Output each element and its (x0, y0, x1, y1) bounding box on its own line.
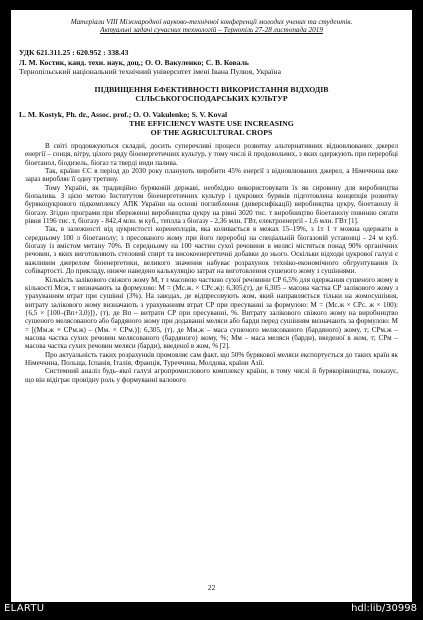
affiliation: Тернопільський національний технічний університет імені Івана Пулюя, Україна (19, 67, 281, 77)
handle-label: hdl:lib/30998 (351, 603, 417, 614)
page-number: 22 (207, 583, 216, 592)
article-body (25, 142, 398, 384)
title-en (19, 119, 404, 137)
udc-code: УДК 621.311.25 : 620.952 : 338.43 (19, 48, 129, 57)
paragraph: Про актуальність таких розрахунків промовляє сам факт, що 50% бурякової меляси експортується до таких країн як Німеччина, Польща, Іспанія, Італія, Франція, Туреччина, Молдова, країни Азії. (25, 350, 398, 367)
paragraph: В світі продовжуються складні, досить суперечливі процеси розвитку альтернативних відновлюваних джерел енергії – сонця, вітру, цілого ряду біоенергетичних культур, у тому числі й продовольчих, з яких одержують при переробці біоетанол, біодизель, біогаз та тверді види палива. (25, 142, 398, 167)
authors-ua: Л. М. Костик, канд. техн. наук, доц.; О. О. Вакуленко; С. В. Коваль (19, 57, 249, 67)
title-ua (19, 85, 404, 103)
header-line-1: Матеріали VIII Міжнародної науково-технічної конференції молодих учених та студентів. (70, 18, 353, 26)
document-page (11, 10, 412, 602)
title-en-line-1: THE EFFICIENCY WASTE USE INCREASING (129, 119, 294, 128)
title-ua-line-2: СІЛЬСЬКОГОСПОДАРСЬКИХ КУЛЬТУР (135, 94, 288, 104)
header-line-2: Актуальні задачі сучасних технологій – Тернопіль 27-28 листопада 2019 (100, 26, 323, 35)
article-meta (19, 48, 404, 77)
paragraph: Так, країни ЄС в період до 2030 року планують виробити 45% енергії з відновлюваних джерел, а Німеччина вже зараз виробляє її одну третину. (25, 167, 398, 184)
paragraph: Кількість залікового свіжого жому М, т з масовою часткою сухої речовини СР 6,5% для одержання сушеного жому в кількості Мсж, т визначають за формулою: М = (Мс.ж. × СРс.ж): 6,305,(т), де 6,305 – масова частка СР залікового жому з урахуванням втрат при сушінні (3%). На заводах, де відпресовують жом, який направляється тільки на жомосушіння, витрату залікового жому визначають з урахуванням втрат СР при пресуванні за формулою: М = (Мс.ж × СРс. ж × 100): {6,5 × [100–(Вп+3,0)]}, (т), де Вп – витрати СР при пресуванні, %. Витрату залікового свіжого жому на виробництво сушеного мелясованого або бардяного жому при додаванні меляси або барди перед сушінням визначають за формулою: М = [(Мм.ж × СРм.ж) – (Мм. × СРм.)]: 6,305, (т), де Мм.ж – маса сушеного мелясованого (бардяного) жому, т; СРм.ж – масова частка сухих речовин мелясованого (бардяного) жому, %; Мм – маса меляси (барди), введеної в жом, т; СРм – масова частка сухих речовин меляси (барди), введеної в жом, % [2]. (25, 275, 398, 351)
repository-label: ELARTU (4, 603, 45, 614)
paragraph: Так, в залежності від цукристості коренеплодів, яка коливається в межах 15–19%, з 1т 1 т можна одержати в середньому 100 л біоетанолу; з пресованого жому при його переробці на спеціальній біогазовій установці - 24 м куб. біогазу із вмістом метану 70%. В середньому на 100 частин сухої речовини в мелясі містяться понад 90% органічних речовин, з яких виготовляють стеловий спирт та високоенергетичні добавки до нього. Оскільки відходи цукрової галузі є важливим джерелом біоенергетики, великого значення набуває розрахунок техніко-економічного обгрунтування їх собівартості. До прикладу, нижче наведено калькуляцію затрат на виготовлення сушеного жому з сушіннями. (25, 225, 398, 276)
paragraph: Тому Україні, як традиційно буряковій державі, необхідно використовувати їх як сировину для виробництва біопалива. З цією метою Інститутом біоенергетичних культур і цукрових буряків підготовлена концепція розвитку бурякоцукрового підкомплексу АПК України на основі поглиблення (диверсифікації) виробництва цукру, біоетанолу й біогазу. Згідно програми при збереженні виробництва цукру на рівні 3020 тис. т виробництво біоетанолу повинно сягати рівня 1196 тис. т, біогазу - 842,4 млн. м куб., теплла з біогазу - 2,36 млн. ГВт, електроенергії - 1,6 млн. ГВт [1]. (25, 183, 398, 226)
conference-header (11, 18, 412, 34)
title-ua-line-1: ПІДВИЩЕННЯ ЕФЕКТИВНОСТІ ВИКОРИСТАННЯ ВІДХОДІВ (94, 85, 329, 94)
paragraph: Системний аналіз будь–якої галузі агропромислового комплексу країни, в тому числі й бурякорівництва, показує, що він відіграє провідну роль у формуванні валового (25, 367, 398, 384)
title-en-line-2: OF THE AGRICULTURAL CROPS (150, 128, 273, 137)
authors-en: L. M. Kostyk, Ph. dr., Assoc. prof.; O. O. Vakulenko; S. V. Koval (19, 110, 228, 119)
